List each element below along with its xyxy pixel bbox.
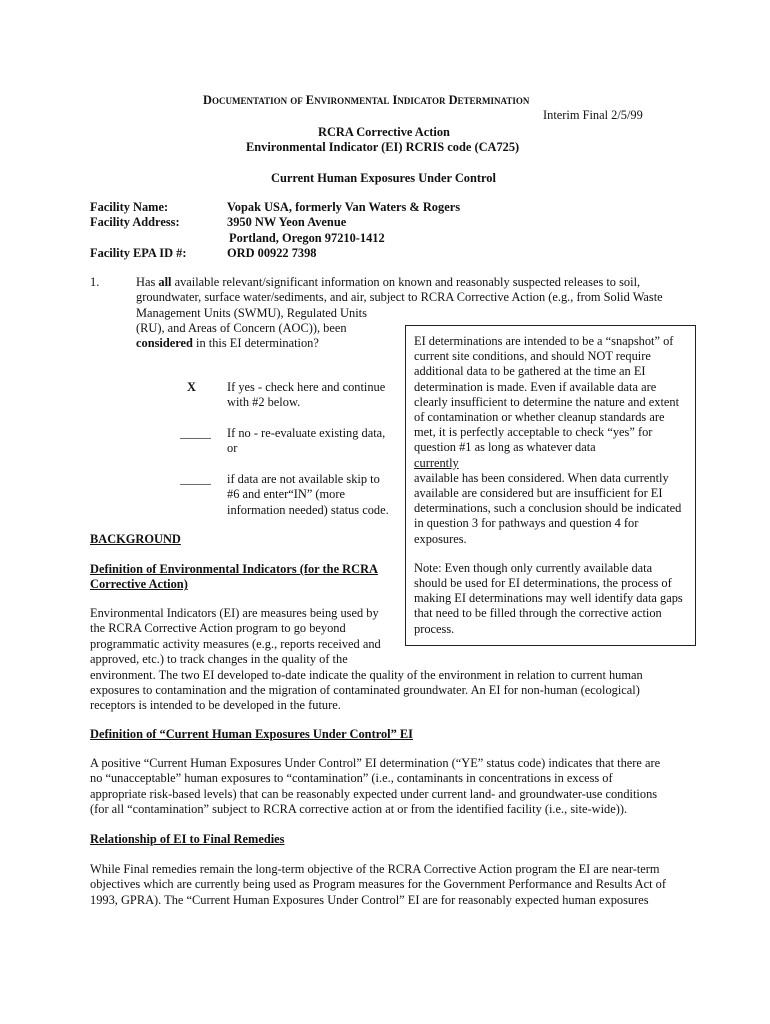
option-unavailable-text: if data are not available skip to #6 and enter“IN” (more information needed) status code. <box>227 472 389 517</box>
background-paragraph: Environmental Indicators (EI) are measures being used by the RCRA Corrective Action program to go beyond programmatic activity measures (e.g., reports received and approved, etc.) to track changes in the quality of the environment. The two EI developed to-date indicate the quality of the environment in relation to current human exposures to contamination and the migration of contaminated groundwater. An EI for non-human (ecological) receptors is intended to be developed in the future. <box>90 606 643 713</box>
question-line-1: Has all available relevant/significant information on known and reasonably suspected releases to soil, <box>136 275 641 289</box>
facility-address-line1: 3950 NW Yeon Avenue <box>227 215 347 229</box>
note-paragraph-1: EI determinations are intended to be a “snapshot” of current site conditions, and should NOT require additional data to be gathered at the time an EI determination is made. Even if available data are clearly insufficient to determine the nature and extent of contamination or whether cleanup standards are met, it is perfectly acceptable to check “yes” for question #1 as long as whatever data currently available has been considered. When data currently available are considered but are insufficient for EI determinations, such a conclusion should be indicated in question 3 for pathways and question 4 for exposures. <box>414 334 682 546</box>
question-number: 1. <box>90 275 100 289</box>
ei-code-line: Environmental Indicator (EI) RCRIS code (CA725) <box>246 140 520 154</box>
relationship-heading: Relationship of EI to Final Remedies <box>90 832 285 846</box>
no-check-blank[interactable]: _____ <box>180 426 211 440</box>
background-heading: BACKGROUND <box>90 532 181 546</box>
unavailable-check-blank[interactable]: _____ <box>180 472 211 486</box>
facility-address-label: Facility Address: <box>90 215 180 229</box>
facility-epa-value: ORD 00922 7398 <box>227 246 317 260</box>
facility-name-value: Vopak USA, formerly Van Waters & Rogers <box>227 200 461 214</box>
yes-checkmark[interactable]: X <box>187 380 196 394</box>
subject-title: Current Human Exposures Under Control <box>271 171 496 185</box>
question-line-4: (RU), and Areas of Concern (AOC)), been <box>136 321 347 335</box>
option-yes-text: If yes - check here and continue with #2 below. <box>227 380 386 410</box>
interim-date: Interim Final 2/5/99 <box>543 108 643 122</box>
question-line-3: Management Units (SWMU), Regulated Units <box>136 306 367 320</box>
question-line-5: considered in this EI determination? <box>136 336 319 350</box>
question-line-2: groundwater, surface water/sediments, and air, subject to RCRA Corrective Action (e.g., from Solid Waste <box>136 290 663 304</box>
document-title: Documentation of Environmental Indicator Determination <box>203 93 530 107</box>
relationship-paragraph: While Final remedies remain the long-term objective of the RCRA Corrective Action program the EI are near-term objectives which are currently being used as Program measures for the Government Performance and Results Act of 1993, GPRA). The “Current Human Exposures Under Control” EI are for reasonably expected human exposures <box>90 862 666 907</box>
facility-name-label: Facility Name: <box>90 200 169 214</box>
option-no-text: If no - re-evaluate existing data, or <box>227 426 386 456</box>
facility-address-line2: Portland, Oregon 97210-1412 <box>229 231 385 245</box>
program-line: RCRA Corrective Action <box>318 125 450 139</box>
facility-epa-label: Facility EPA ID #: <box>90 246 187 260</box>
ei-note-box <box>405 325 696 646</box>
note-paragraph-2: Note: Even though only currently available data should be used for EI determinations, the process of making EI determinations may well identify data gaps that need to be filled through the corrective action process. <box>414 560 683 636</box>
current-human-exposures-heading: Definition of “Current Human Exposures Under Control” EI <box>90 727 413 741</box>
ei-definition-heading: Definition of Environmental Indicators (for the RCRA Corrective Action) <box>90 562 378 592</box>
definition-paragraph: A positive “Current Human Exposures Under Control” EI determination (“YE” status code) indicates that there are no “unacceptable” human exposures to “contamination” (i.e., contaminants in concentrations in excess of appropriate risk-based levels) that can be reasonably expected under current land- and groundwater-use conditions (for all “contamination” subject to RCRA corrective action at or from the identified facility (i.e., site-wide)). <box>90 756 661 817</box>
